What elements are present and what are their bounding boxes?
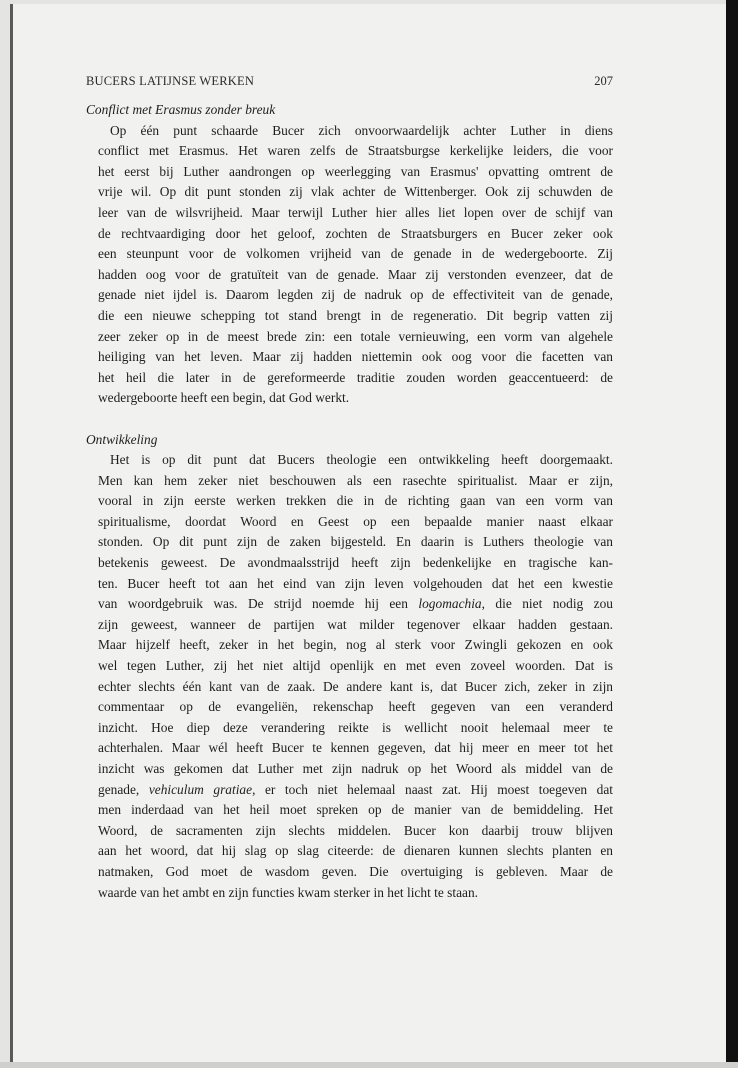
body-text (86, 100, 613, 903)
page-spine-shadow (10, 4, 13, 1062)
text-line: zeer zeker op in de meest brede zin: een totale vernieuwing, een vorm van algehele (98, 328, 613, 344)
section-heading-ontwikkeling: Ontwikkeling (86, 431, 158, 447)
text-line: commentaar op de evangeliën, rekenschap heeft gegeven van een veranderd (98, 699, 613, 715)
text-line: genade niet ijdel is. Daarom legden zij de nadruk op de effectiviteit van de genade, (98, 287, 613, 303)
text-line: Woord, de sacramenten zijn slechts middelen. Bucer kon daarbij trouw blijven (98, 822, 613, 838)
text-line: die een nieuwe schepping tot stand brengt in de regeneratio. Dit begrip vatten zij (98, 307, 613, 323)
text-line: wedergeboorte heeft een begin, dat God werkt. (98, 390, 350, 406)
text-line-with-italic (86, 780, 613, 801)
text-line: hadden oog voor de gratuïteit van de genade. Maar zij verstonden evenzeer, dat de (98, 266, 613, 282)
text-line: heiliging van het leven. Maar zij hadden niettemin ook oog voor die facetten van (98, 349, 613, 365)
text-run: , die niet nodig zou (481, 596, 614, 612)
text-line: zijn geweest, wanneer de partijen wat milder tegenover elkaar hadden gestaan. (98, 616, 613, 632)
text-line: leer van de wilsvrijheid. Maar terwijl Luther hier alles liet lopen over de schijf van (98, 204, 613, 220)
text-line: een steunpunt voor de volkomen vrijheid van de genade in de wedergeboorte. Zij (98, 246, 613, 262)
text-line: aan het woord, dat hij slag op slag citeerde: de dienaren kunnen slechts planten en (98, 843, 613, 859)
section-heading-conflict: Conflict met Erasmus zonder breuk (86, 102, 276, 117)
text-line: vrije wil. Op dit punt stonden zij vlak achter de Wittenberger. Ook zij schuwden de (98, 184, 613, 200)
text-line: stonden. Op dit punt zijn de zaken bijgesteld. En daarin is Luthers theologie van (98, 534, 613, 550)
scan-edge-right (726, 0, 738, 1068)
paragraph-ontwikkeling (86, 450, 613, 903)
text-line: natmaken, God moet de wasdom geven. Die overtuiging is gebleven. Maar de (98, 863, 613, 879)
text-line: conflict met Erasmus. Het waren zelfs de Straatsburgse kerkelijke leiders, die voor (98, 143, 613, 159)
text-line: men inderdaad van het heil moet spreken op de manier van de bemiddeling. Het (98, 802, 613, 818)
italic-term-logomachia: logomachia (418, 596, 482, 612)
text-run: van woordgebruik was. De strijd noemde hij een (98, 596, 419, 612)
text-line: echter slechts één kant van de zaak. De andere kant is, dat Bucer zich, zeker in zijn (98, 678, 613, 694)
text-line: het eerst bij Luther aandrongen op weerlegging van Erasmus' opvatting omtrent de (98, 163, 613, 179)
text-run: genade, (98, 781, 149, 797)
text-line: ten. Bucer heeft tot aan het eind van zijn leven volgehouden dat het een kwestie (98, 575, 613, 591)
text-line: Op één punt schaarde Bucer zich onvoorwaardelijk achter Luther in diens (110, 122, 613, 138)
scan-edge-bottom (0, 1062, 738, 1068)
text-run: , er toch niet helemaal naast zat. Hij moest toegeven dat (252, 781, 613, 797)
text-line: Maar hijzelf heeft, zeker in het begin, nog al sterk voor Zwingli gekozen en ook (98, 637, 613, 653)
running-title: BUCERS LATIJNSE WERKEN (86, 74, 255, 88)
text-line: het heil die later in de gereformeerde traditie zouden worden geaccentueerd: de (98, 369, 613, 385)
text-line-with-italic (86, 594, 613, 615)
text-line: Men kan hem zeker niet beschouwen als een rasechte spiritualist. Maar er zijn, (98, 472, 613, 488)
text-line: wel tegen Luther, zij het niet altijd openlijk en met even zoveel woorden. Dat is (98, 658, 613, 674)
text-line: waarde van het ambt en zijn functies kwam sterker in het licht te staan. (98, 884, 479, 900)
paragraph-conflict (86, 121, 613, 409)
text-line: spiritualisme, doordat Woord en Geest op een bepaalde manier naast elkaar (98, 513, 613, 529)
page-number: 207 (594, 74, 613, 88)
text-line: de rechtvaardiging door het geloof, zochten de Straatsburgers en Bucer zeker ook (98, 225, 613, 241)
text-line: inzicht was gekomen dat Luther met zijn nadruk op het Woord als middel van de (98, 761, 613, 776)
running-header (86, 74, 613, 90)
text-line: betekenis geweest. De avondmaalsstrijd heeft zijn bedenkelijke en tragische kan- (98, 555, 613, 571)
text-line: vooral in zijn eerste werken trekken die in de richting gaan van een vorm van (98, 493, 613, 509)
text-line: inzicht. Hoe diep deze verandering reikte is wellicht nooit helemaal meer te (98, 719, 613, 735)
italic-term-vehiculum-gratiae: vehiculum gratiae (148, 781, 253, 797)
text-line: achterhalen. Maar wél heeft Bucer te kennen gegeven, dat hij meer en meer tot het (98, 740, 613, 756)
text-line: Het is op dit punt dat Bucers theologie een ontwikkeling heeft doorgemaakt. (110, 452, 613, 468)
